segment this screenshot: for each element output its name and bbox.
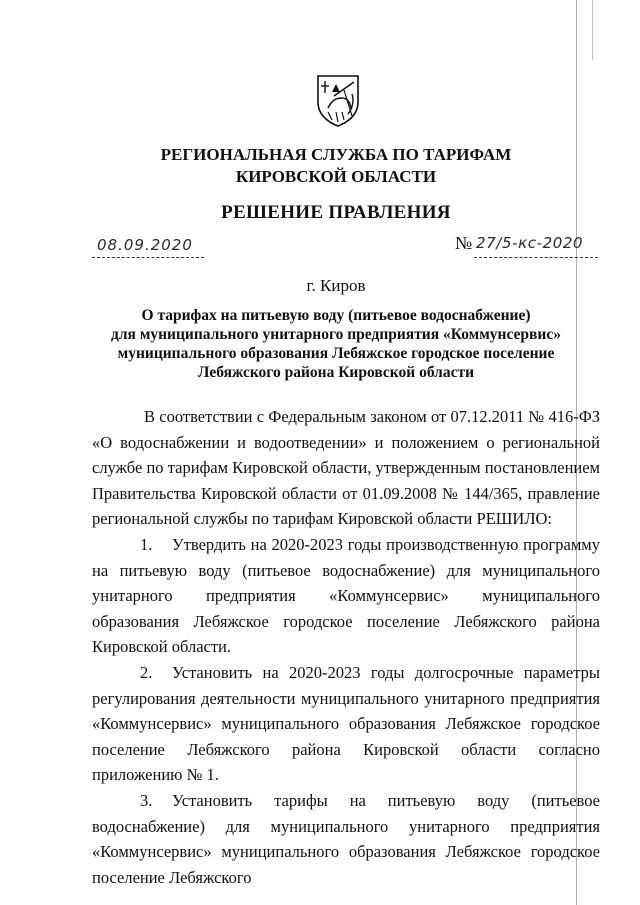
intro-paragraph: В соответствии с Федеральным законом от 07.12.2011 № 416-ФЗ «О водоснабжении и водоотведении» и положением о региональной службе по тарифам Кировской области, утвержденным постановлением Правительства Кировской области от 01.09.2008 № 144/365, правление региональной службы по тарифам Кировской области РЕШИЛО: xyxy=(92,407,600,529)
subject-line: для муниципального унитарного предприятия «Коммунсервис» xyxy=(111,326,561,343)
number-sign: № xyxy=(455,233,473,253)
item-text: Установить тарифы на питьевую воду (питьевое водоснабжение) для муниципального унитарного предприятия «Коммунсервис» муниципального образования Лебяжское городское поселение Лебяжского xyxy=(92,790,600,887)
coat-of-arms-icon xyxy=(314,72,362,128)
org-name-line1: РЕГИОНАЛЬНАЯ СЛУЖБА ПО ТАРИФАМ xyxy=(160,145,512,164)
decision-item xyxy=(92,660,600,788)
document-city: г. Киров xyxy=(306,276,366,295)
scan-artifact-line-top xyxy=(592,0,593,60)
subject-line: муниципального образования Лебяжское городское поселение xyxy=(117,345,555,362)
document-title: РЕШЕНИЕ ПРАВЛЕНИЯ xyxy=(221,202,451,223)
document-subject xyxy=(96,306,576,382)
date-underline xyxy=(92,257,204,258)
document-date: 08.09.2020 xyxy=(97,236,193,254)
item-text: Утвердить на 2020-2023 годы производственную программу на питьевую воду (питьевое водоснабжение) для муниципального унитарного предприятия «Коммунсервис» муниципального образования Лебяжское городское поселение Лебяжского района Кировской области. xyxy=(92,534,600,657)
subject-line: Лебяжского района Кировской области xyxy=(197,364,475,381)
item-number: 3. xyxy=(140,790,153,810)
item-number: 2. xyxy=(140,662,153,682)
document-body xyxy=(92,404,600,890)
subject-line: О тарифах на питьевую воду (питьевое водоснабжение) xyxy=(141,307,531,324)
decision-item xyxy=(92,788,600,890)
document-number: 27/5-кс-2020 xyxy=(476,234,584,252)
decision-item xyxy=(92,532,600,660)
org-name-line2: КИРОВСКОЙ ОБЛАСТИ xyxy=(235,167,437,186)
number-underline xyxy=(474,257,598,258)
item-text: Установить на 2020-2023 годы долгосрочные параметры регулирования деятельности муниципального унитарного предприятия «Коммунсервис» муниципального образования Лебяжское городское поселение Лебяжского района Кировской области согласно приложению № 1. xyxy=(92,662,600,785)
item-number: 1. xyxy=(140,534,153,554)
